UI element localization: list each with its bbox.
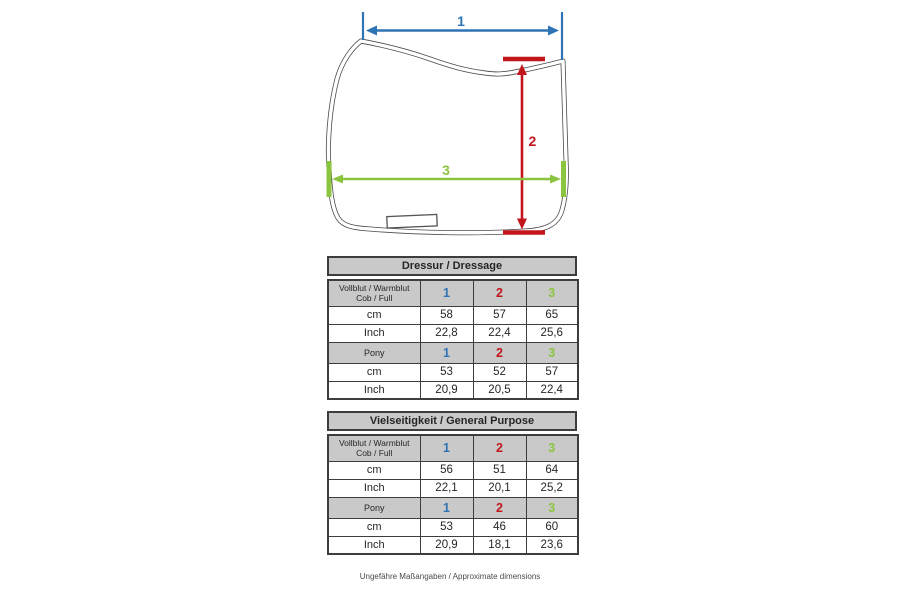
table-row	[328, 280, 578, 306]
value-cell: 57	[473, 306, 526, 324]
unit-label: cm	[328, 461, 420, 479]
dim3-label: 3	[442, 162, 450, 178]
dim2-label: 2	[528, 133, 537, 149]
table-row	[328, 342, 578, 363]
value-cell: 46	[473, 518, 526, 536]
value-cell: 20,9	[420, 536, 473, 554]
size-group-label-line1: Vollblut / Warmblut	[338, 438, 410, 449]
unit-label: Inch	[328, 479, 420, 497]
value-cell: 53	[420, 518, 473, 536]
col-header-3: 3	[526, 342, 578, 363]
col-header-1: 1	[420, 342, 473, 363]
size-group-label-line2: Cob / Full	[356, 293, 393, 304]
table-row	[328, 435, 578, 461]
col-header-2: 2	[473, 280, 526, 306]
col-header-2: 2	[473, 497, 526, 518]
table-general-purpose-grid	[327, 434, 579, 555]
table-row	[328, 461, 578, 479]
table-row	[328, 381, 578, 399]
value-cell: 64	[526, 461, 578, 479]
value-cell: 57	[526, 363, 578, 381]
size-group-label-pony: Pony	[328, 497, 420, 518]
value-cell: 20,9	[420, 381, 473, 399]
value-cell: 65	[526, 306, 578, 324]
value-cell: 53	[420, 363, 473, 381]
table-row	[328, 306, 578, 324]
col-header-1: 1	[420, 280, 473, 306]
value-cell: 22,4	[526, 381, 578, 399]
pad-label-tag	[387, 214, 437, 228]
value-cell: 51	[473, 461, 526, 479]
saddle-pad-svg	[300, 0, 600, 250]
dim1-arrowhead-left	[366, 26, 377, 36]
value-cell: 22,1	[420, 479, 473, 497]
value-cell: 22,4	[473, 324, 526, 342]
value-cell: 20,5	[473, 381, 526, 399]
table-row	[328, 536, 578, 554]
approximate-dimensions-note: Ungefähre Maßangaben / Approximate dimensions	[359, 572, 541, 581]
value-cell: 23,6	[526, 536, 578, 554]
table-row	[328, 324, 578, 342]
unit-label: cm	[328, 306, 420, 324]
saddle-pad-diagram	[300, 0, 600, 250]
col-header-2: 2	[473, 435, 526, 461]
col-header-1: 1	[420, 497, 473, 518]
size-group-label-full	[328, 435, 420, 461]
size-group-label-line1: Vollblut / Warmblut	[338, 283, 410, 294]
value-cell: 58	[420, 306, 473, 324]
size-group-label-line2: Cob / Full	[356, 448, 393, 459]
unit-label: cm	[328, 363, 420, 381]
dim1-arrowhead-right	[548, 26, 559, 36]
value-cell: 56	[420, 461, 473, 479]
table-general-purpose-title: Vielseitigkeit / General Purpose	[327, 411, 577, 431]
unit-label: Inch	[328, 324, 420, 342]
unit-label: cm	[328, 518, 420, 536]
value-cell: 60	[526, 518, 578, 536]
table-row	[328, 497, 578, 518]
value-cell: 20,1	[473, 479, 526, 497]
table-dressage-title: Dressur / Dressage	[327, 256, 577, 276]
size-group-label-full	[328, 280, 420, 306]
table-row	[328, 479, 578, 497]
table-row	[328, 518, 578, 536]
col-header-1: 1	[420, 435, 473, 461]
table-dressage	[327, 256, 577, 400]
value-cell: 18,1	[473, 536, 526, 554]
col-header-3: 3	[526, 435, 578, 461]
col-header-2: 2	[473, 342, 526, 363]
col-header-3: 3	[526, 497, 578, 518]
table-row	[328, 363, 578, 381]
unit-label: Inch	[328, 381, 420, 399]
table-general-purpose	[327, 411, 577, 555]
value-cell: 52	[473, 363, 526, 381]
col-header-3: 3	[526, 280, 578, 306]
dim1-label: 1	[457, 13, 465, 29]
size-group-label-pony: Pony	[328, 342, 420, 363]
table-dressage-grid	[327, 279, 579, 400]
value-cell: 25,6	[526, 324, 578, 342]
unit-label: Inch	[328, 536, 420, 554]
value-cell: 22,8	[420, 324, 473, 342]
value-cell: 25,2	[526, 479, 578, 497]
